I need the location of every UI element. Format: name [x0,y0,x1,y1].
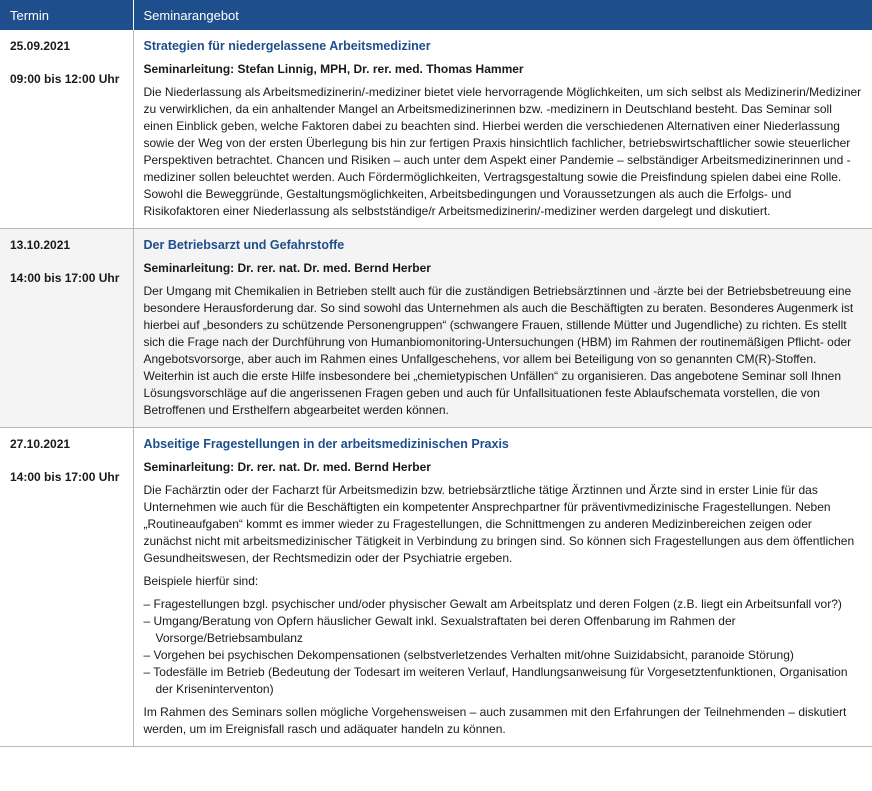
table-header-row [0,0,872,30]
seminar-title: Der Betriebsarzt und Gefahrstoffe [143,238,345,252]
table-row [0,428,872,747]
header-seminarangebot: Seminarangebot [133,0,872,30]
list-item: – Todesfälle im Betrieb (Bedeutung der Todesart im weiteren Verlauf, Handlungsanweisung für Vorgesetztenfunktionen, Organisation der Kriseninterventon) [143,665,848,696]
seminar-title: Abseitige Fragestellungen in der arbeitsmedizinischen Praxis [143,437,509,451]
seminar-description: Die Fachärztin oder der Facharzt für Arbeitsmedizin bzw. betriebsärztliche tätige Ärztinnen und Ärzte sind in erster Linie für das Unternehmen wie auch für die Beschäftigten ein kompetenter Ansprechpartner für präventivmedizinische Fragestellungen. Neben „Routineaufgaben“ kommt es immer wieder zu Fragestellungen, die Schnittmengen zu anderen Medizinbereichen zeigen oder zunächst nicht mit arbeitsmedizinischer Tätigkeit in Verbindung zu bringen sind. So können sich Fragestellungen aus dem öffentlichen Gesundheitswesen, der Rechtsmedizin oder der Psychiatrie ergeben. [143,483,855,565]
date-cell [0,428,133,747]
seminar-lead: Seminarleitung: Stefan Linnig, MPH, Dr. rer. med. Thomas Hammer [143,62,524,76]
seminar-date: 13.10.2021 [10,238,71,252]
date-cell [0,229,133,428]
seminar-time: 14:00 bis 17:00 Uhr [10,470,120,484]
list-item: – Vorgehen bei psychischen Dekompensationen (selbstverletzendes Verhalten mit/ohne Suizidabsicht, paranoide Störung) [143,648,794,662]
list-item: – Umgang/Beratung von Opfern häuslicher Gewalt inkl. Sexualstraftaten bei deren Offenbarung im Rahmen der Vorsorge/Betriebsambulanz [143,614,736,645]
list-item: – Fragestellungen bzgl. psychischer und/oder physischer Gewalt am Arbeitsplatz und deren Folgen (z.B. liegt ein Arbeitsunfall vor?) [143,597,842,611]
seminar-lead: Seminarleitung: Dr. rer. nat. Dr. med. Bernd Herber [143,261,431,275]
offer-cell [133,30,872,229]
seminar-description: Die Niederlassung als Arbeitsmedizinerin/-mediziner bietet viele hervorragende Möglichkeiten, um sich selbst als Medizinerin/Mediziner zu verwirklichen, da ein anhaltender Mangel an Arbeitsmedizinerinnen bzw. -medizinern in Deutschland besteht. Das Seminar soll einen Einblick geben, welche Faktoren dabei zu beachten sind. Hierbei werden die verschiedenen Alternativen einer Niederlassung sowie der Weg von der ersten Überlegung bis hin zur fertigen Praxis hinsichtlich fachlicher, betriebswirtschaftlicher sowie steuerlicher Perspektiven betrachtet. Chancen und Risiken – auch unter dem Aspekt einer Pandemie – selbständiger Arbeitsmedizinerinnen und -mediziner sollen beleuchtet werden. Auch Fördermöglichkeiten, Vertragsgestaltung sowie die Preisfindung spielen dabei eine Rolle. Sowohl die Beweggründe, Gestaltungsmöglichkeiten, Arbeitsbedingungen und Voraussetzungen als auch die Erfolgs- und Risikofaktoren einer Niederlassung als selbstständige/r Arbeitsmedizinerin/-mediziner werden dargelegt und diskutiert. [143,85,862,218]
seminar-date: 25.09.2021 [10,39,71,53]
seminar-time: 14:00 bis 17:00 Uhr [10,271,120,285]
offer-cell [133,229,872,428]
seminar-title: Strategien für niedergelassene Arbeitsmediziner [143,39,431,53]
offer-cell [133,428,872,747]
examples-list [144,596,863,698]
table-row [0,229,872,428]
header-termin: Termin [0,0,133,30]
seminar-description: Der Umgang mit Chemikalien in Betrieben stellt auch für die zuständigen Betriebsärztinnen und -ärzte bei der Betriebsbetreuung eine besondere Herausforderung dar. So sind sowohl das Unternehmen als auch die Beschäftigten zu beraten. Besonderes Augenmerk ist hierbei auf „besonders zu schützende Personengruppen“ (schwangere Frauen, stillende Mütter und Jugendliche) zu richten. Es stellt sich die Frage nach der Durchführung von Humanbiomonitoring-Untersuchungen (HBM) im Rahmen der routinemäßigen Pflicht- oder Angebotsvorsorge, aber auch im Rahmen eines Unfallgeschehens, vor allem bei Beteiligung von so genannten CM(R)-Stoffen. Weiterhin ist auch die erste Hilfe insbesondere bei „chemietypischen Unfällen“ zu organisieren. Das angebotene Seminar soll Ihnen Lösungsvorschläge auf die angerissenen Fragen geben und auch für Unfallsituationen feste Ablaufschemata vorstellen, die von Betroffenen und Ersthelfern abgearbeitet werden können. [143,284,854,417]
seminar-closing: Im Rahmen des Seminars sollen mögliche Vorgehensweisen – auch zusammen mit den Erfahrungen der Teilnehmenden – diskutiert werden, um im Ereignisfall rasch und adäquater handeln zu können. [143,705,847,736]
table-row [0,30,872,229]
date-cell [0,30,133,229]
seminar-lead: Seminarleitung: Dr. rer. nat. Dr. med. Bernd Herber [143,460,431,474]
seminar-date: 27.10.2021 [10,437,71,451]
seminar-time: 09:00 bis 12:00 Uhr [10,72,120,86]
examples-label: Beispiele hierfür sind: [143,574,259,588]
